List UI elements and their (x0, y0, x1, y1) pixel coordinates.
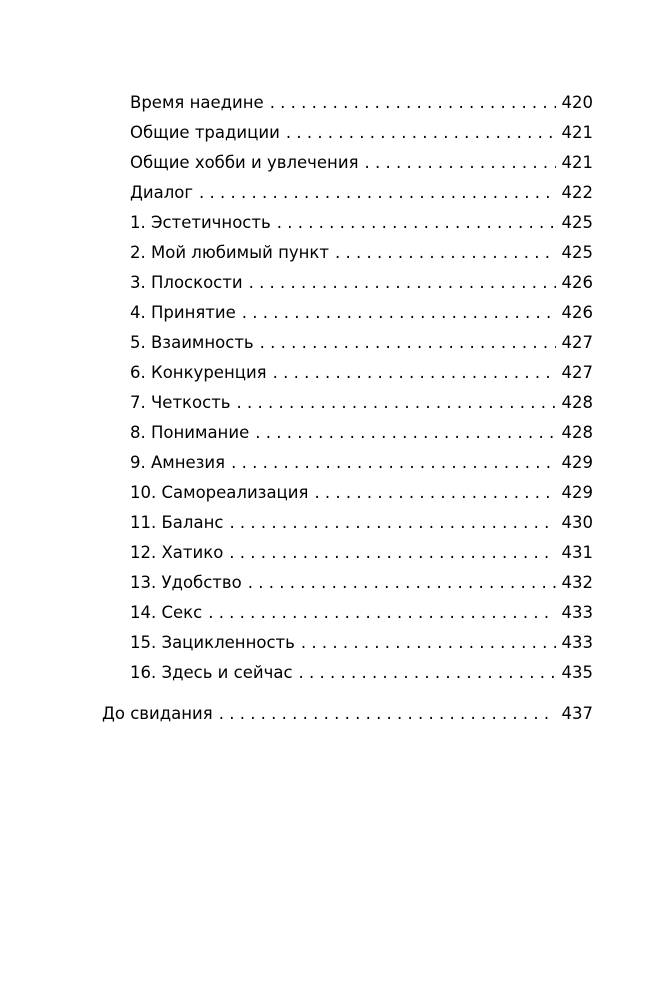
toc-entry (130, 210, 593, 236)
toc-dot-leader (365, 150, 556, 176)
toc-entry-page: 429 (561, 453, 593, 472)
toc-entry-title: 9. Амнезия (130, 453, 226, 472)
toc-entry-title: 2. Мой любимый пункт (130, 243, 329, 262)
toc-entry (130, 150, 593, 176)
toc-entry-page: 428 (561, 393, 593, 412)
toc-entry-page: 433 (561, 603, 593, 622)
toc-dot-leader (208, 600, 555, 626)
toc-entry-title: 5. Взаимность (130, 333, 254, 352)
toc-entry (130, 510, 593, 536)
toc-entry-page: 430 (561, 513, 593, 532)
toc-entry (130, 330, 593, 356)
toc-entry (130, 90, 593, 116)
toc-entry-title: 15. Зацикленность (130, 633, 295, 652)
toc-entry-title: 16. Здесь и сейчас (130, 663, 293, 682)
toc-entry (130, 240, 593, 266)
toc-dot-leader (199, 180, 555, 206)
toc-entry (130, 600, 593, 626)
toc-entry-title: Общие хобби и увлечения (130, 153, 359, 172)
toc-entry-title: 12. Хатико (130, 543, 224, 562)
toc-entry-page: 428 (561, 423, 593, 442)
toc-dot-leader (231, 450, 555, 476)
toc-entry-page: 432 (561, 573, 593, 592)
toc-dot-leader (242, 300, 556, 326)
toc-entry (130, 630, 593, 656)
toc-entry-title: 10. Самореализация (130, 483, 309, 502)
toc-entry-title: Диалог (130, 183, 194, 202)
toc-entry (130, 270, 593, 296)
toc-dot-leader (335, 240, 556, 266)
toc-entry (130, 360, 593, 386)
toc-entry (130, 480, 593, 506)
toc-entry-page: 429 (561, 483, 593, 502)
toc-entry-page: 431 (561, 543, 593, 562)
toc-entry-page: 425 (561, 213, 593, 232)
toc-dot-leader (277, 210, 556, 236)
toc-entry-page: 421 (561, 153, 593, 172)
toc-entry-title: 6. Конкуренция (130, 363, 267, 382)
toc-entry-title: Время наедине (130, 93, 264, 112)
toc-entry-page: 426 (561, 303, 593, 322)
toc-entry (130, 120, 593, 146)
toc-entry-page: 421 (561, 123, 593, 142)
toc-entry-page: 433 (561, 633, 593, 652)
toc-dot-leader (314, 480, 555, 506)
toc-entry-title: 7. Четкость (130, 393, 231, 412)
toc-entry-title: 13. Удобство (130, 573, 242, 592)
toc-entry-page: 425 (561, 243, 593, 262)
toc-entry-page: 435 (561, 663, 593, 682)
toc-entry-title: До свидания (102, 704, 213, 723)
toc-entry-chapter (102, 701, 593, 727)
toc-entry-page: 437 (561, 704, 593, 723)
toc-entry (130, 180, 593, 206)
toc-entry-title: 4. Принятие (130, 303, 236, 322)
toc-dot-leader (255, 420, 555, 446)
toc-dot-leader (273, 360, 556, 386)
toc-entry (130, 540, 593, 566)
toc-entry-title: 8. Понимание (130, 423, 250, 442)
toc-dot-leader (260, 330, 556, 356)
toc-entry (130, 420, 593, 446)
toc-entry (130, 570, 593, 596)
toc-dot-leader (248, 570, 556, 596)
toc-entry (130, 450, 593, 476)
toc-entry-page: 426 (561, 273, 593, 292)
toc-dot-leader (219, 701, 556, 727)
toc-entry (130, 660, 593, 686)
toc-dot-leader (286, 120, 556, 146)
toc-dot-leader (301, 630, 556, 656)
toc-dot-leader (249, 270, 556, 296)
toc-entry-title: 14. Секс (130, 603, 203, 622)
toc-dot-leader (237, 390, 556, 416)
toc-entry-page: 427 (561, 363, 593, 382)
toc-entry-title: 1. Эстетичность (130, 213, 271, 232)
toc-dot-leader (229, 540, 555, 566)
toc-dot-leader (229, 510, 555, 536)
toc-entry-title: 3. Плоскости (130, 273, 243, 292)
toc-entry-title: 11. Баланс (130, 513, 224, 532)
toc-entry-title: Общие традиции (130, 123, 280, 142)
toc-entry (130, 390, 593, 416)
toc-entry-page: 420 (561, 93, 593, 112)
toc-entry (130, 300, 593, 326)
toc-dot-leader (270, 90, 556, 116)
toc-entry-page: 422 (561, 183, 593, 202)
toc-entry-page: 427 (561, 333, 593, 352)
toc-dot-leader (299, 660, 556, 686)
